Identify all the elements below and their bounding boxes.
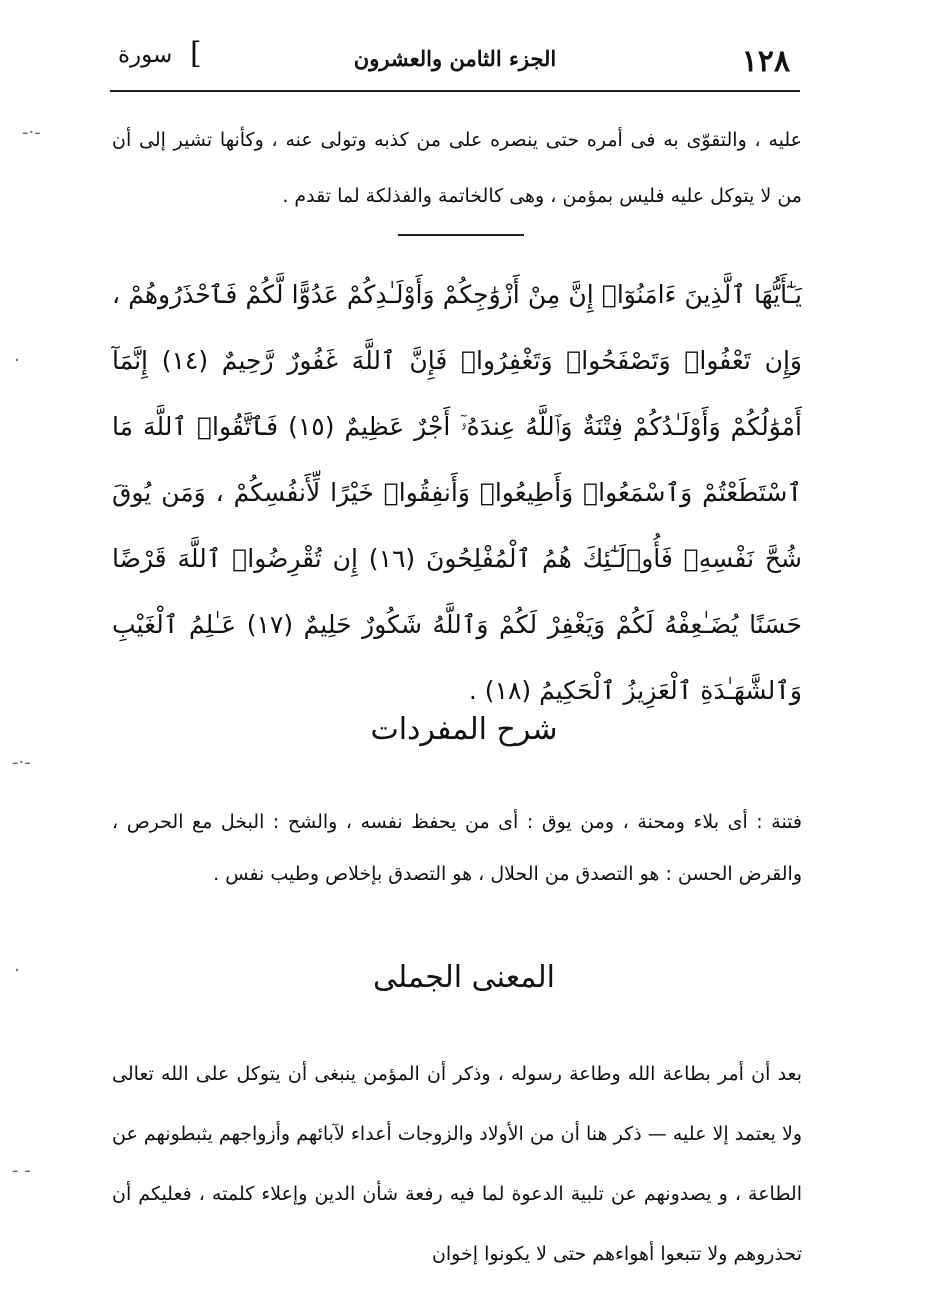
surah-bracket: [ (190, 36, 202, 71)
margin-dot: · (14, 960, 20, 981)
running-title: الجزء الثامن والعشرون (353, 46, 557, 71)
meaning-heading: المعنى الجملى (372, 960, 555, 995)
margin-mark: - - (12, 1160, 31, 1181)
margin-mark: -·- (22, 122, 41, 143)
surah-label: سورة (118, 42, 173, 68)
page-number: ١٢٨ (741, 44, 790, 79)
section-divider (398, 234, 524, 236)
page-header (110, 30, 800, 92)
vocab-paragraph: فتنة : أى بلاء ومحنة ، ومن يوق : أى من يحفظ نفسه ، والشح : البخل مع الحرص ، والقرض الحسن : هو التصدق من الحلال ، هو التصدق بإخلاص وطيب نفس . (112, 811, 802, 885)
intro-paragraph: عليه ، والتقوّى به فى أمره حتى ينصره على من كذبه وتولى عنه ، وكأنها تشير إلى أن من لا يتوكل عليه فليس بمؤمن ، وهى كالخاتمة والفذلكة لما تقدم . (112, 129, 802, 207)
margin-mark: -·- (12, 752, 31, 773)
margin-dot: · (14, 350, 20, 371)
vocab-heading: شرح المفردات (370, 712, 558, 747)
quran-verses: يَـٰٓأَيُّهَا ٱلَّذِينَ ءَامَنُوٓا۟ إِنَّ مِنْ أَزْوَٰجِكُمْ وَأَوْلَـٰدِكُمْ عَدُوًّا لَّكُمْ فَٱحْذَرُوهُمْ ، وَإِن تَعْفُوا۟ وَتَصْفَحُوا۟ وَتَغْفِرُوا۟ فَإِنَّ ٱللَّهَ غَفُورٌ رَّحِيمٌ (١٤) إِنَّمَآ أَمْوَٰلُكُمْ وَأَوْلَـٰدُكُمْ فِتْنَةٌ وَٱللَّهُ عِندَهُۥٓ أَجْرٌ عَظِيمٌ (١٥) فَٱتَّقُوا۟ ٱللَّهَ مَا ٱسْتَطَعْتُمْ وَٱسْمَعُوا۟ وَأَطِيعُوا۟ وَأَنفِقُوا۟ خَيْرًا لِّأَنفُسِكُمْ ، وَمَن يُوقَ شُحَّ نَفْسِهِۦ فَأُو۟لَـٰٓئِكَ هُمُ ٱلْمُفْلِحُونَ (١٦) إِن تُقْرِضُوا۟ ٱللَّهَ قَرْضًا حَسَنًا يُضَـٰعِفْهُ لَكُمْ وَيَغْفِرْ لَكُمْ وَٱللَّهُ شَكُورٌ حَلِيمٌ (١٧) عَـٰلِمُ ٱلْغَيْبِ وَٱلشَّهَـٰدَةِ ٱلْعَزِيزُ ٱلْحَكِيمُ (١٨) . (112, 280, 802, 705)
meaning-paragraph: بعد أن أمر بطاعة الله وطاعة رسوله ، وذكر أن المؤمن ينبغى أن يتوكل على الله تعالى ولا يعتمد إلا عليه — ذكر هنا أن من الأولاد والزوجات أعداء لآبائهم وأزواجهم يثبطونهم عن الطاعة ، و يصدونهم عن تلبية الدعوة لما فيه رفعة شأن الدين وإعلاء كلمته ، فعليكم أن تحذروهم ولا تتبعوا أهواءهم حتى لا يكونوا إخوان (112, 1063, 802, 1265)
